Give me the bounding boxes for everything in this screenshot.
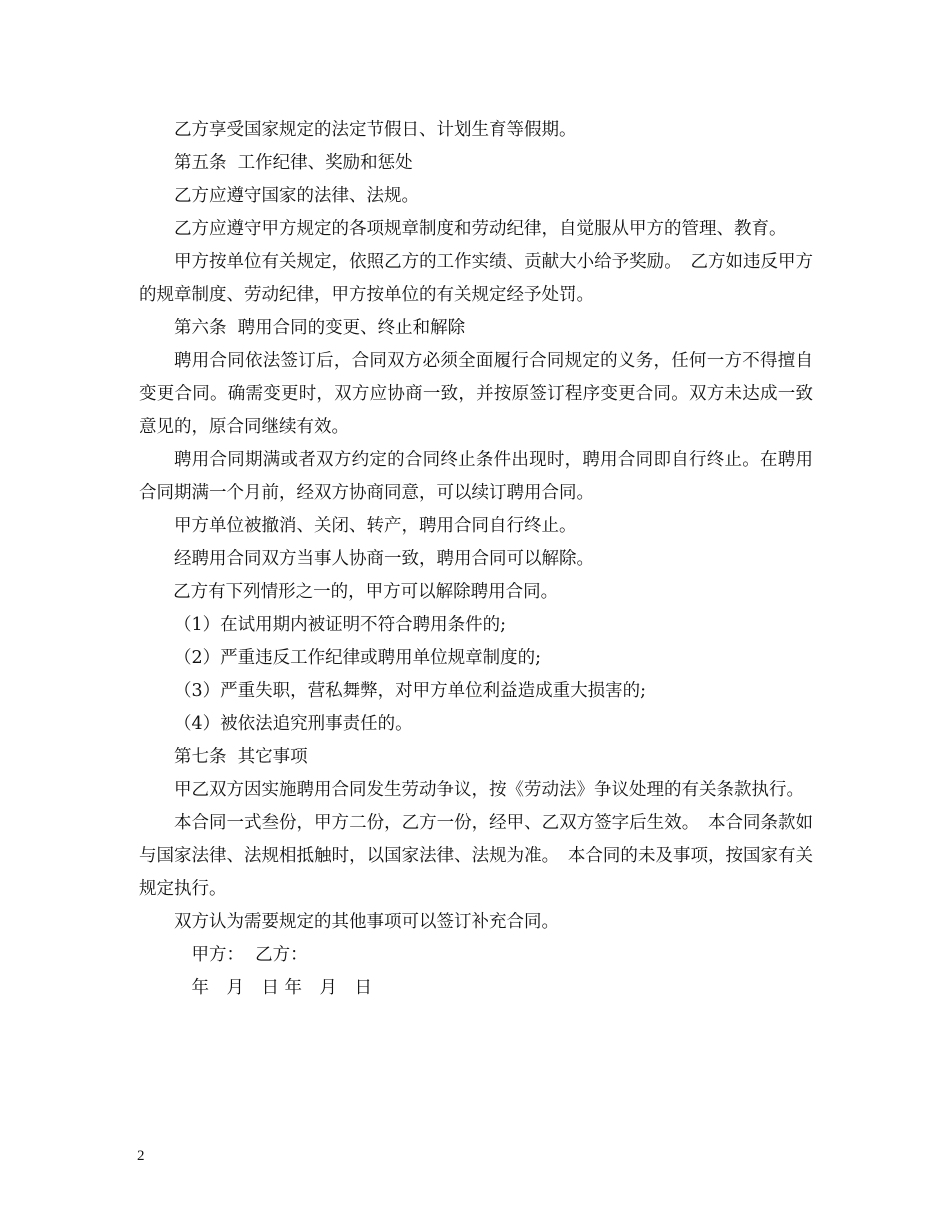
paragraph-mutual-termination: 经聘用合同双方当事人协商一致，聘用合同可以解除。 [174,549,594,569]
list-item-criminal: （4）被依法追究刑事责任的。 [174,714,413,734]
paragraph-termination-conditions: 乙方有下列情形之一的，甲方可以解除聘用合同。 [173,582,559,602]
paragraph-contract-change: 聘用合同依法签订后，合同双方必须全面履行合同规定的义务，任何一方不得擅自变更合同。确需变更时，双方应协商一致，并按原签订程序变更合同。双方未达成一致意见的，原合同继续有效。 [139,351,813,437]
paragraph-copies: 本合同一式叁份，甲方二份，乙方一份，经甲、乙双方签字后生效。 本合同条款如与国家法律、法规相抵触时，以国家法律、法规为准。 本合同的未及事项，按国家有关规定执行。 [139,813,813,899]
paragraph-obey-law: 乙方应遵守国家的法律、法规。 [174,186,419,206]
document-body [139,114,813,1005]
paragraph-contract-expiry: 聘用合同期满或者双方约定的合同终止条件出现时，聘用合同即自行终止。在聘用合同期满一个月前，经双方协商同意，可以续订聘用合同。 [139,450,813,503]
paragraph-reward-punish: 甲方按单位有关规定，依照乙方的工作实绩、贡献大小给予奖励。 乙方如违反甲方的规章制度、劳动纪律，甲方按单位的有关规定经予处罚。 [139,252,813,305]
paragraph-supplement: 双方认为需要规定的其他事项可以签订补充合同。 [174,912,559,932]
article-5-heading: 第五条 工作纪律、奖励和惩处 [174,153,413,173]
paragraph-dispute: 甲乙双方因实施聘用合同发生劳动争议，按《劳动法》争议处理的有关条款执行。 [174,780,804,800]
article-7-heading: 第七条 其它事项 [174,747,308,767]
page-number: 2 [137,1148,145,1164]
article-6-heading: 第六条 聘用合同的变更、终止和解除 [174,318,466,338]
list-item-probation: （1）在试用期内被证明不符合聘用条件的; [174,615,507,635]
list-item-negligence: （3）严重失职，营私舞弊，对甲方单位利益造成重大损害的; [174,681,647,701]
paragraph-unit-closure: 甲方单位被撤消、关闭、转产，聘用合同自行终止。 [174,516,577,536]
signature-parties: 甲方： 乙方： [191,945,308,965]
list-item-discipline: （2）严重违反工作纪律或聘用单位规章制度的; [174,648,542,668]
paragraph-obey-rules: 乙方应遵守甲方规定的各项规章制度和劳动纪律，自觉服从甲方的管理、教育。 [174,219,787,239]
paragraph-leave: 乙方享受国家规定的法定节假日、计划生育等假期。 [174,120,577,140]
signature-dates: 年 月 日 年 月 日 [191,978,373,998]
